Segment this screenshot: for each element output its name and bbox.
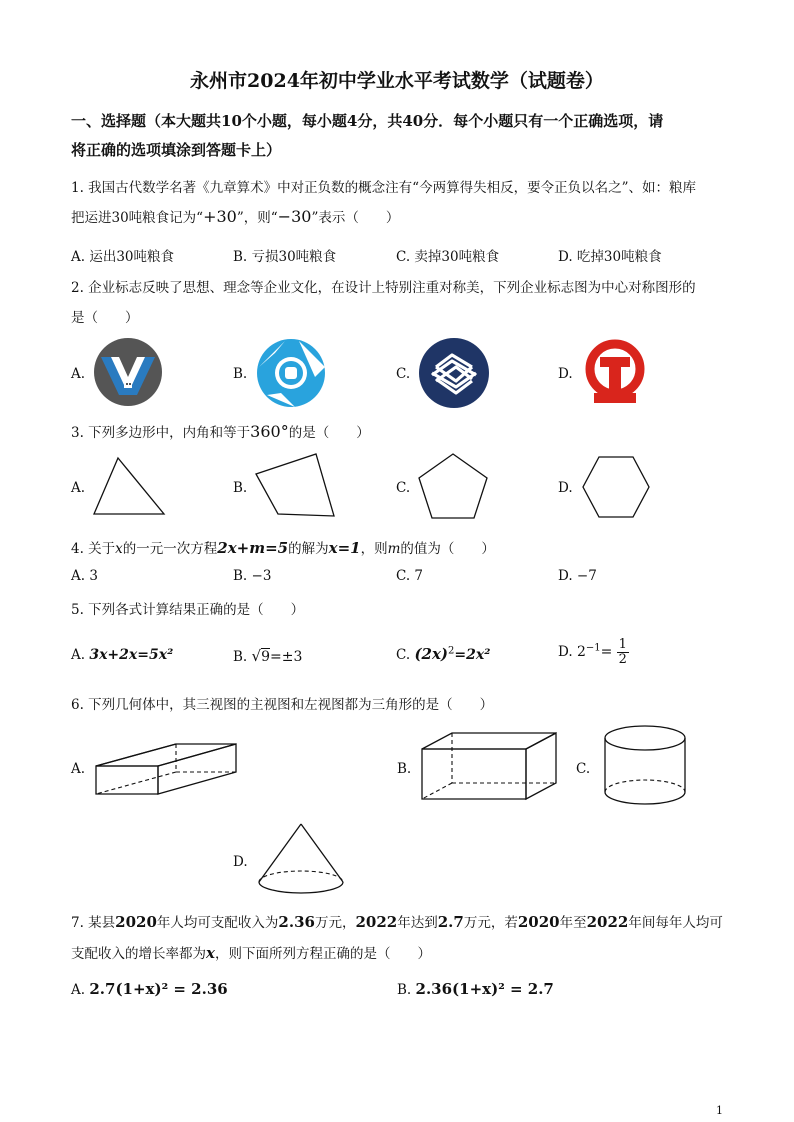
q5-option-a-label: A.: [71, 647, 86, 663]
q2-option-b-label[interactable]: B.: [233, 366, 248, 382]
q7-text-h: 支配收入的增长率都为: [71, 946, 206, 962]
q4-solution: x=1: [328, 539, 361, 557]
q1-option-b[interactable]: B. 亏损30吨粮食: [233, 249, 337, 265]
q7-option-a[interactable]: [71, 980, 228, 998]
q3-text-b: 的是（ ）: [288, 425, 370, 441]
q5-option-d-label: D.: [558, 644, 573, 660]
q7-option-b[interactable]: [397, 980, 554, 998]
q6-option-d-label[interactable]: D.: [233, 854, 248, 870]
q5-option-c[interactable]: [396, 645, 490, 663]
q4-option-a[interactable]: A. 3: [71, 568, 98, 584]
page-number: 1: [716, 1104, 723, 1117]
q7-text-a: 7. 某县: [71, 915, 116, 931]
q4-option-b[interactable]: B. −3: [233, 568, 272, 584]
q6-option-c-label[interactable]: C.: [576, 761, 591, 777]
q4-text-b: 的一元一次方程: [122, 541, 218, 557]
q7-year-2022: 2022: [355, 913, 398, 931]
q6-option-a-label[interactable]: A.: [71, 761, 86, 777]
q2-stem-line1: 2. 企业标志反映了思想、理念等企业文化，在设计上特别注重对称美，下列企业标志图为中心对称图形的: [71, 280, 696, 296]
q6-cylinder-shape[interactable]: [603, 724, 687, 808]
q7-stem-line2: [71, 942, 431, 962]
q5-option-c-label: C.: [396, 647, 411, 663]
q1-option-d[interactable]: D. 吃掉30吨粮食: [558, 249, 662, 265]
q3-quadrilateral-shape[interactable]: [254, 452, 338, 520]
q5-option-b-radicand: 9: [261, 649, 270, 665]
q7-stem-line1: [71, 911, 723, 931]
q5-option-d-num: 1: [618, 637, 627, 652]
q3-option-a-label[interactable]: A.: [71, 480, 86, 496]
section-header-line2: 将正确的选项填涂到答题卡上）: [71, 141, 282, 159]
q2-logo-d-railway-icon[interactable]: [580, 337, 650, 409]
q2-option-c-label[interactable]: C.: [396, 366, 411, 382]
q7-year-2020b: 2020: [517, 913, 560, 931]
q4-equation: 2x+m=5: [217, 539, 289, 557]
q5-option-d[interactable]: [558, 638, 629, 667]
q4-var-m: m: [387, 541, 401, 557]
q7-text-i: ，则下面所列方程正确的是（ ）: [214, 946, 431, 962]
q7-option-a-expr: 2.7(1+x)² = 2.36: [89, 980, 228, 998]
q5-option-d-fraction: [617, 638, 629, 667]
q1-stem-line2: [71, 206, 399, 226]
q7-text-b: 年人均可支配收入为: [156, 915, 279, 931]
q4-stem: [71, 537, 495, 557]
q4-text-e: 的值为（ ）: [400, 541, 495, 557]
q7-year-2022b: 2022: [586, 913, 629, 931]
q1-option-a[interactable]: A. 运出30吨粮食: [71, 249, 175, 265]
q3-text-a: 3. 下列多边形中，内角和等于: [71, 425, 251, 441]
q3-option-b-label[interactable]: B.: [233, 480, 248, 496]
q7-var-x: x: [206, 944, 215, 962]
q6-cuboid-a-shape[interactable]: [94, 740, 240, 798]
q4-option-c[interactable]: C. 7: [396, 568, 424, 584]
q4-text-d: ，则: [360, 541, 388, 557]
q3-option-c-label[interactable]: C.: [396, 480, 411, 496]
q3-option-d-label[interactable]: D.: [558, 480, 573, 496]
q7-text-g: 年间每年人均可: [628, 915, 723, 931]
q2-logo-c-network-icon[interactable]: [418, 337, 490, 409]
q5-option-b-rest: =±3: [270, 649, 303, 665]
q7-option-b-expr: 2.36(1+x)² = 2.7: [415, 980, 554, 998]
q6-cone-shape[interactable]: [256, 822, 346, 896]
q2-logo-a-w-icon[interactable]: [93, 337, 163, 407]
q5-option-a[interactable]: [71, 647, 173, 663]
q2-option-a-label[interactable]: A.: [71, 366, 86, 382]
q3-hexagon-shape[interactable]: [581, 455, 651, 519]
q1-text-c: ”表示（ ）: [311, 210, 400, 226]
q3-triangle-shape[interactable]: [92, 456, 172, 518]
q5-option-b-label: B.: [233, 649, 248, 665]
q7-text-f: 年至: [559, 915, 587, 931]
q7-text-d: 年达到: [397, 915, 438, 931]
q5-option-d-exp: −1: [585, 642, 601, 654]
q6-option-b-label[interactable]: B.: [397, 761, 412, 777]
q3-pentagon-shape[interactable]: [417, 452, 489, 520]
q7-year-2020: 2020: [115, 913, 157, 931]
q3-angle: 360°: [250, 422, 289, 441]
q3-stem: [71, 421, 370, 441]
q4-option-d[interactable]: D. −7: [558, 568, 597, 584]
q4-text-a: 4. 关于: [71, 541, 116, 557]
q4-var-x: x: [115, 541, 123, 557]
q7-text-e: 万元，若: [463, 915, 518, 931]
q1-minus30: −30: [277, 207, 312, 226]
q5-option-c-base: (2x): [414, 645, 449, 663]
q5-stem: 5. 下列各式计算结果正确的是（ ）: [71, 602, 305, 618]
q7-option-b-label: B.: [397, 982, 412, 998]
q5-option-c-exp: 2: [448, 645, 455, 657]
q7-value-27: 2.7: [437, 913, 464, 931]
q5-option-d-base: 2: [576, 644, 586, 660]
q1-text-a: 把运进30吨粮食记为“: [71, 210, 204, 226]
q1-text-b: ”，则“: [236, 210, 278, 226]
q5-option-a-expr: 3x+2x=5x²: [89, 647, 174, 663]
q5-option-d-den: 2: [618, 652, 627, 667]
q5-option-c-rest: =2x²: [454, 647, 491, 663]
q5-option-d-eq: =: [600, 644, 613, 660]
q7-option-a-label: A.: [71, 982, 86, 998]
q4-text-c: 的解为: [288, 541, 329, 557]
q6-cuboid-b-shape[interactable]: [420, 731, 558, 801]
q6-stem: 6. 下列几何体中，其三视图的主视图和左视图都为三角形的是（ ）: [71, 697, 494, 713]
q7-value-236: 2.36: [278, 913, 315, 931]
q1-stem-line1: 1. 我国古代数学名著《九章算术》中对正负数的概念注有“今两算得失相反，要令正负以名之”、如：粮库: [71, 180, 696, 196]
page-title: 永州市2024年初中学业水平考试数学（试题卷）: [190, 70, 604, 92]
q1-option-c[interactable]: C. 卖掉30吨粮食: [396, 249, 500, 265]
q5-option-b[interactable]: B. √9=±3: [233, 647, 303, 665]
q2-option-d-label[interactable]: D.: [558, 366, 573, 382]
q7-text-c: 万元，: [314, 915, 356, 931]
q2-stem-line2: 是（ ）: [71, 310, 139, 326]
q1-plus30: +30: [203, 207, 237, 226]
section-header-line1: 一、选择题（本大题共10个小题，每小题4分，共40分．每个小题只有一个正确选项，请: [71, 112, 664, 130]
q2-logo-b-swirl-icon[interactable]: [255, 337, 327, 409]
